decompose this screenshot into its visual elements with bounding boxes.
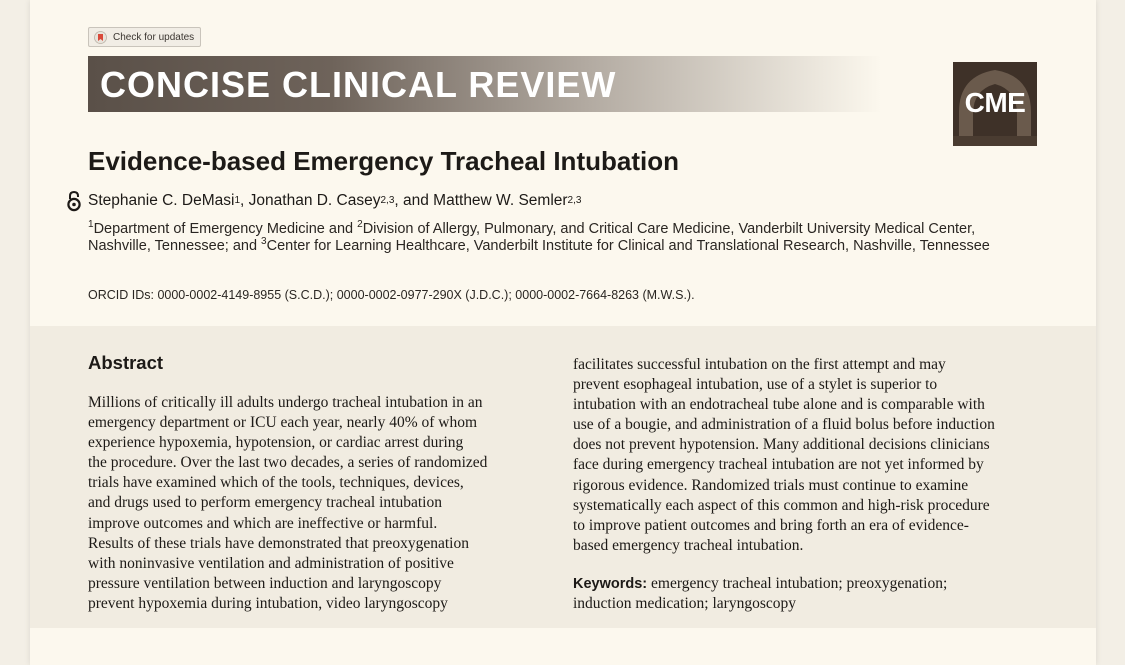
- abstract-line: rigorous evidence. Randomized trials must continue to examine: [573, 476, 969, 494]
- abstract-line: intubation with an endotracheal tube alone and is comparable with: [573, 396, 985, 414]
- author-name: Stephanie C. DeMasi: [88, 192, 235, 209]
- abstract-line: and drugs used to perform emergency tracheal intubation: [88, 494, 442, 512]
- author-separator: ,: [240, 192, 249, 209]
- abstract-column-right: [573, 355, 1033, 556]
- cme-logo: [953, 62, 1037, 146]
- section-banner-text: CONCISE CLINICAL REVIEW: [100, 64, 617, 105]
- abstract-line: does not prevent hypotension. Many additional decisions clinicians: [573, 436, 990, 454]
- abstract-line: Results of these trials have demonstrated that preoxygenation: [88, 534, 469, 552]
- affiliation-sup: 1: [88, 219, 94, 231]
- affiliations: [88, 221, 1028, 255]
- check-for-updates-button[interactable]: [88, 27, 201, 47]
- check-for-updates-label: Check for updates: [113, 31, 195, 43]
- affiliation-text: Center for Learning Healthcare, Vanderbilt Institute for Clinical and Translational Research, Nashville, Tennessee: [266, 238, 990, 254]
- abstract-line: improve outcomes and which are ineffective or harmful.: [88, 514, 438, 532]
- abstract-line: to improve patient outcomes and bring forth an era of evidence-: [573, 516, 969, 534]
- abstract-line: use of a bougie, and administration of a fluid bolus before induction: [573, 416, 995, 434]
- affiliation-sup: 2: [357, 219, 363, 231]
- abstract-line: Millions of critically ill adults undergo tracheal intubation in an: [88, 394, 483, 411]
- author-name: Matthew W. Semler: [433, 192, 568, 209]
- affiliation-text: Division of Allergy, Pulmonary, and Critical Care Medicine, Vanderbilt University Medical Center, Nashville, Tennessee; and: [88, 221, 976, 254]
- keywords-text: induction medication; laryngoscopy: [573, 595, 796, 612]
- abstract-line: systematically each aspect of this common and high-risk procedure: [573, 496, 990, 514]
- section-banner: [88, 56, 898, 112]
- abstract-line: trials have examined which of the tools, techniques, devices,: [88, 474, 464, 492]
- abstract-line: prevent esophageal intubation, use of a stylet is superior to: [573, 376, 938, 394]
- article-title: Evidence-based Emergency Tracheal Intubation: [88, 146, 679, 176]
- affiliation-text: Department of Emergency Medicine and: [93, 221, 358, 237]
- abstract-line: prevent hypoxemia during intubation, video laryngoscopy: [88, 594, 448, 612]
- abstract-line: face during emergency tracheal intubation are not yet informed by: [573, 456, 984, 474]
- abstract-line: facilitates successful intubation on the first attempt and may: [573, 356, 946, 373]
- abstract-line: pressure ventilation between induction and laryngoscopy: [88, 574, 442, 592]
- article-page: [30, 0, 1096, 665]
- author-separator: , and: [394, 192, 434, 209]
- abstract-line: based emergency tracheal intubation.: [573, 536, 804, 554]
- abstract-column-left: [88, 393, 546, 614]
- abstract-box: [30, 326, 1096, 628]
- abstract-line: experience hypoxemia, hypotension, or cardiac arrest during: [88, 434, 464, 452]
- keywords: [573, 574, 1033, 614]
- abstract-line: with noninvasive ventilation and administration of positive: [88, 554, 454, 572]
- crossmark-icon: [94, 31, 107, 44]
- open-access-icon: [66, 190, 82, 212]
- cme-badge-text: CME: [964, 87, 1026, 118]
- keywords-text: emergency tracheal intubation; preoxygenation;: [647, 575, 948, 592]
- keywords-label: Keywords:: [573, 576, 648, 592]
- abstract-line: the procedure. Over the last two decades, a series of randomized: [88, 454, 488, 472]
- abstract-line: emergency department or ICU each year, nearly 40% of whom: [88, 414, 478, 432]
- author-list: Stephanie C. DeMasi 1 , Jonathan D. Casey 2,3 , and Matthew W. Semler 2,3: [66, 188, 581, 214]
- author-name: Jonathan D. Casey: [248, 192, 381, 209]
- abstract-heading: Abstract: [88, 352, 164, 373]
- affiliation-sup: 3: [261, 236, 267, 248]
- orcid-ids: ORCID IDs: 0000-0002-4149-8955 (S.C.D.); 0000-0002-0977-290X (J.D.C.); 0000-0002-7664-8263 (M.W.S.).: [88, 288, 695, 302]
